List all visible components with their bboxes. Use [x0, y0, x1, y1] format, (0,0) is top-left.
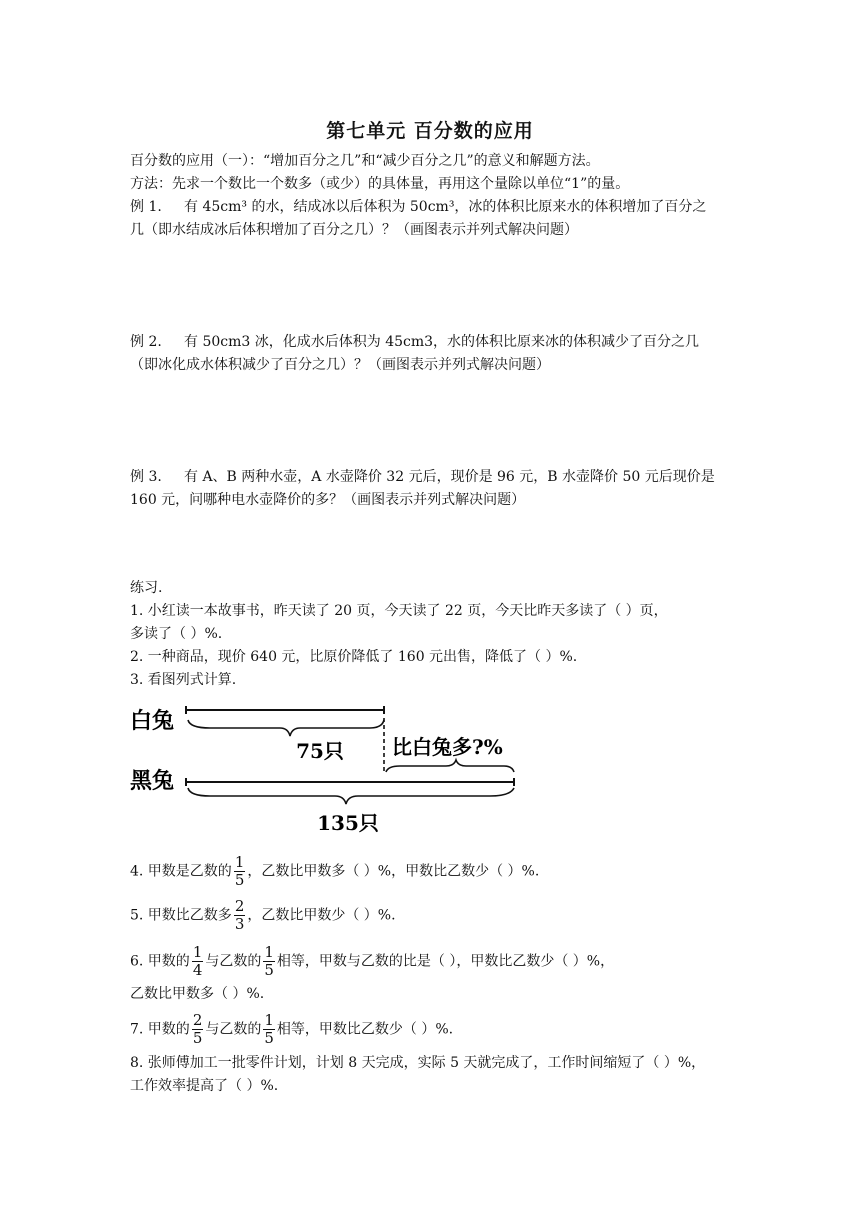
page-title: 第七单元 百分数的应用 — [326, 120, 534, 142]
fraction — [192, 944, 204, 979]
black-brace — [188, 788, 514, 804]
fraction — [263, 944, 275, 979]
white-brace — [188, 720, 384, 736]
numerator: 2 — [192, 1011, 203, 1029]
example-1-line-1 — [130, 196, 734, 218]
question-2: 2. 一种商品，现价 640 元，比原价降低了 160 元出售，降低了（ ）%. — [130, 649, 578, 665]
rabbit-comparison-diagram — [130, 698, 530, 848]
white-count-label: 75只 — [296, 739, 344, 763]
example-2-line-2: （即冰化成水体积减少了百分之几）？（画图表示并列式解决问题） — [130, 357, 550, 373]
black-rabbit-bar — [186, 778, 514, 786]
question-8-line-2: 工作效率提高了（ ）%. — [130, 1078, 279, 1094]
numerator: 1 — [264, 1011, 274, 1029]
question-text: ，乙数比甲数多（ ）%，甲数比乙数少（ ）%. — [247, 863, 540, 880]
example-text: 有 50cm3 冰，化成水后体积为 45cm3，水的体积比原来冰的体积减少了百分之几 — [184, 334, 700, 350]
fraction — [192, 1012, 204, 1047]
question-text: 5. 甲数比乙数多 — [130, 907, 232, 924]
example-label: 例 2. — [130, 334, 162, 350]
difference-question-label: 比白兔多?% — [392, 735, 503, 759]
question-text: 相等，甲数与乙数的比是（ ），甲数比乙数少（ ）%， — [276, 953, 615, 970]
question-text: 与乙数的 — [205, 953, 262, 970]
question-text: 7. 甲数的 — [130, 1021, 190, 1038]
numerator: 1 — [264, 943, 274, 961]
question-text: 相等，甲数比乙数少（ ）%. — [276, 1021, 454, 1038]
example-text: 有 45cm³ 的水，结成冰以后体积为 50cm³，冰的体积比原来水的体积增加了百分之 — [184, 199, 707, 215]
question-1-line-1: 1. 小红读一本故事书，昨天读了 20 页，今天读了 22 页，今天比昨天多读了（ ）页， — [130, 603, 668, 619]
numerator: 1 — [192, 943, 203, 961]
question-3: 3. 看图列式计算. — [130, 672, 237, 688]
question-5 — [130, 898, 740, 933]
example-1-line-2: 几（即水结成冰后体积增加了百分之几）？（画图表示并列式解决问题） — [130, 222, 578, 238]
question-6 — [130, 944, 740, 979]
example-label: 例 1. — [130, 199, 162, 215]
numerator: 2 — [234, 897, 245, 915]
intro-method: 方法：先求一个数比一个数多（或少）的具体量，再用这个量除以单位“1”的量。 — [130, 176, 630, 192]
numerator: 1 — [234, 853, 245, 871]
black-count-label: 135只 — [317, 811, 379, 835]
question-text: 6. 甲数的 — [130, 953, 190, 970]
question-8-line-1: 8. 张师傅加工一批零件计划，计划 8 天完成，实际 5 天就完成了，工作时间缩短了（ ）%， — [130, 1055, 706, 1071]
fraction — [263, 1012, 275, 1047]
question-text: ，乙数比甲数少（ ）%. — [247, 907, 396, 924]
example-2-line-1 — [130, 331, 734, 353]
question-6-line-2: 乙数比甲数多（ ）%. — [130, 986, 265, 1002]
example-label: 例 3. — [130, 469, 162, 485]
example-text: 有 A、B 两种水壶，A 水壶降价 32 元后，现价是 96 元，B 水壶降价 50 元后现价是 — [184, 469, 715, 485]
intro-topic: 百分数的应用（一）：“增加百分之几”和“减少百分之几”的意义和解题方法。 — [130, 153, 600, 169]
example-3-line-2: 160 元，问哪种电水壶降价的多？（画图表示并列式解决问题） — [130, 492, 526, 508]
white-rabbit-bar — [186, 706, 384, 714]
question-7 — [130, 1012, 740, 1047]
white-rabbit-label: 白兔 — [130, 708, 175, 734]
denominator: 5 — [264, 961, 274, 979]
question-text: 4. 甲数是乙数的 — [130, 863, 232, 880]
denominator: 3 — [234, 915, 245, 933]
difference-brace — [386, 760, 514, 772]
question-1-line-2: 多读了（ ）%. — [130, 626, 223, 642]
question-4 — [130, 854, 740, 889]
denominator: 5 — [234, 871, 245, 889]
black-rabbit-label: 黑兔 — [130, 768, 175, 794]
example-3-line-1 — [130, 466, 734, 488]
fraction — [234, 898, 246, 933]
denominator: 4 — [192, 961, 203, 979]
practice-heading: 练习. — [130, 580, 163, 596]
fraction — [234, 854, 246, 889]
question-text: 与乙数的 — [205, 1021, 262, 1038]
denominator: 5 — [192, 1029, 203, 1047]
denominator: 5 — [264, 1029, 274, 1047]
